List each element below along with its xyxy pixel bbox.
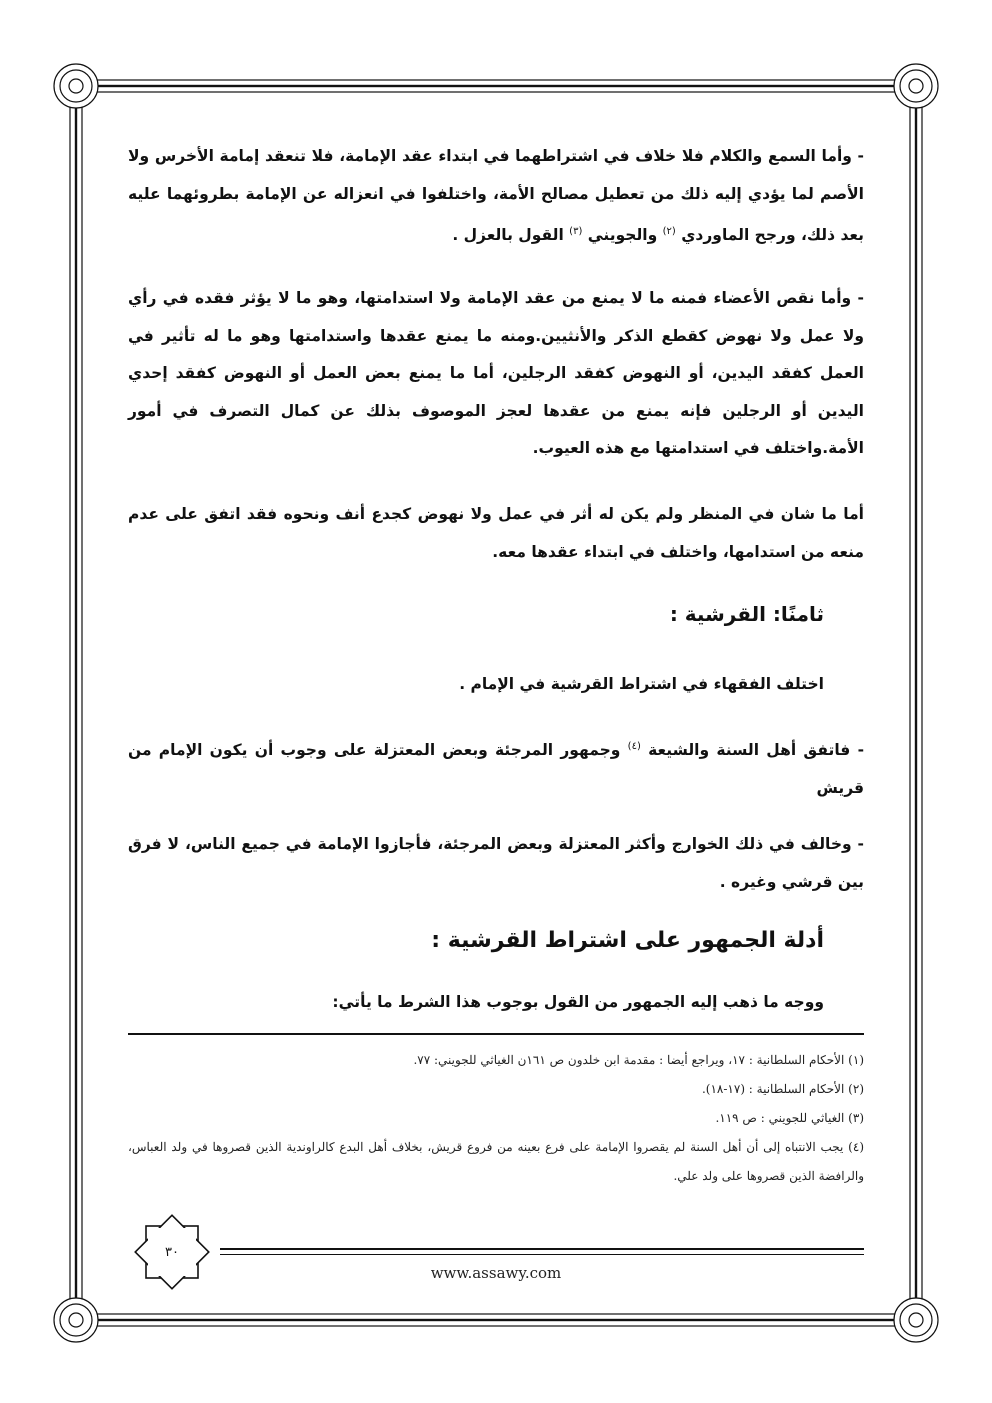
bottom-rule-thin — [220, 1254, 864, 1255]
paragraph-scholars-differ: اختلف الفقهاء في اشتراط القرشية في الإمام . — [459, 675, 824, 693]
footnote-3: (٣) الغياثي للجويني : ص ١١٩. — [715, 1111, 864, 1125]
page-number: ٣٠ — [165, 1244, 179, 1260]
paragraph-appearance: أما ما شان في المنظر ولم يكن له أثر في عمل ولا نهوض كجدع أنف ونحوه فقد اتفق على عدم منعه من استدامها، واختلف في ابتداء عقدها معه. — [128, 505, 864, 561]
footnote-4: (٤) يجب الانتباه إلى أن أهل السنة لم يقصروا الإمامة على فرع بعينه من فروع قريش، بخلاف أهل البدع كالراوندية الذين قصروها في ولد العباس، والرافضة الذين قصروها على ولد علي. — [128, 1140, 864, 1183]
footnote-ref[interactable]: (٣) — [569, 226, 583, 237]
paragraph-disagreement: - وخالف في ذلك الخوارج وأكثر المعتزلة وبعض المرجئة، فأجازوا الإمامة في جميع الناس، لا فرق بين قرشي وغيره . — [128, 835, 864, 891]
bottom-rule — [220, 1248, 864, 1250]
paragraph-limbs: - وأما نقص الأعضاء فمنه ما لا يمنع من عقد الإمامة ولا استدامتها، وهو ما لا يؤثر فقده في رأي ولا عمل ولا نهوض كقطع الذكر والأنثيين.ومنه ما يمنع عقدها واستدامتها وهو ما له تأثير في العمل كفقد اليدين، أو النهوض كفقد الرجلين، أما ما يمنع بعض العمل أو النهوض كفقد إحدي اليدين أو الرجلين فإنه يمنع من عقدها لعجز الموصوف بذلك عن كمال التصرف في أمور الأمة.واختلف في استدامتها مع هذه العيوب. — [128, 289, 864, 457]
paragraph-reasoning: ووجه ما ذهب إليه الجمهور من القول بوجوب هذا الشرط ما يأتي: — [332, 993, 824, 1011]
section-heading-evidence: أدلة الجمهور على اشتراط القرشية : — [431, 928, 824, 953]
footnote-ref[interactable]: (٢) — [662, 226, 676, 237]
section-heading-qurashiyya: ثامنًا: القرشية : — [669, 602, 824, 626]
paragraph-hearing-speech: - وأما السمع والكلام فلا خلاف في اشتراطهما في ابتداء عقد الإمامة، فلا تنعقد إمامة الأخرس ولا الأصم لما يؤدي إليه ذلك من تعطيل مصالح الأمة، واختلفوا في انعزاله عن الإمامة بطروئهما عليه بعد ذلك، ورجح الماوردي $^{(٢)}$ والجويني $^{(٣)}$ القول بالعزل . — [128, 147, 864, 244]
footnote-divider — [128, 1033, 864, 1035]
footnote-2: (٢) الأحكام السلطانية : (١٧-١٨). — [701, 1082, 864, 1096]
paragraph-lead: - وأما نقص الأعضاء — [713, 289, 864, 307]
paragraph-agreement: - فاتفق أهل السنة والشيعة $^{(٤)}$ وجمهور المرجئة وبعض المعتزلة على وجوب أن يكون الإمام من قريش — [128, 741, 865, 797]
footnote-1: (١) الأحكام السلطانية : ١٧، ويراجع أيضا : مقدمة ابن خلدون ص ١٦١ن الغياثي للجويني: ٧٧. — [413, 1053, 864, 1067]
footnote-ref[interactable]: (٤) — [627, 741, 641, 752]
paragraph-lead: - وأما السمع والكلام — [709, 147, 864, 165]
website-link[interactable]: www.assawy.com — [430, 1264, 562, 1282]
footnotes — [128, 1046, 864, 1191]
